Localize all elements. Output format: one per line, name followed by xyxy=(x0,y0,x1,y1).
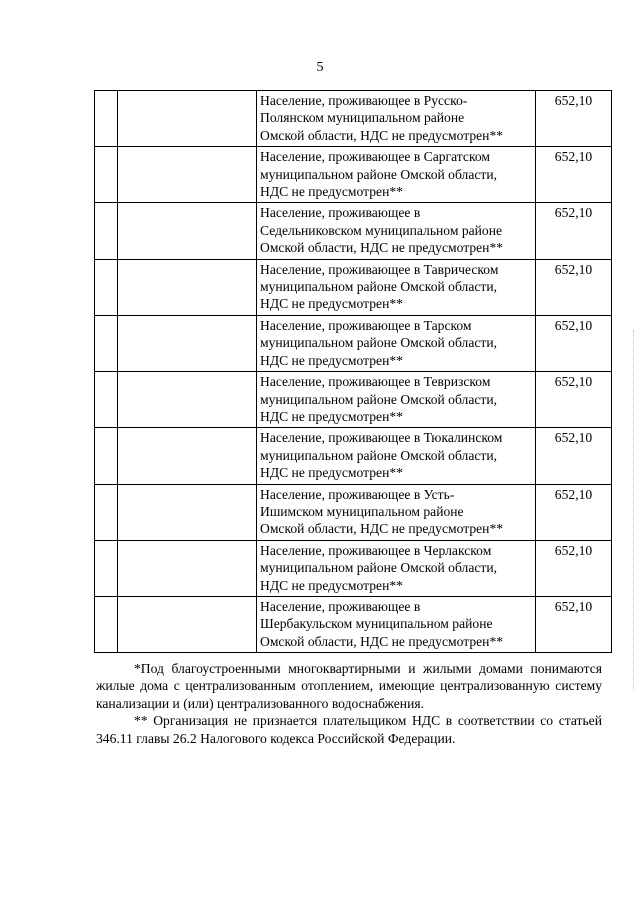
organization-cell xyxy=(118,372,257,428)
category-line: Население, проживающее в Черлакском xyxy=(260,542,492,558)
consumer-category-cell xyxy=(257,91,536,147)
organization-cell xyxy=(118,259,257,315)
tariff-value-cell: 652,10 xyxy=(536,259,612,315)
category-line: Омской области, НДС не предусмотрен** xyxy=(260,240,504,256)
tariff-value-cell: 652,10 xyxy=(536,540,612,596)
organization-cell xyxy=(118,203,257,259)
row-number-cell xyxy=(95,484,118,540)
row-number-cell xyxy=(95,259,118,315)
category-line: Население, проживающее в Тюкалинском xyxy=(260,430,503,446)
consumer-category-cell xyxy=(257,315,536,371)
consumer-category-cell xyxy=(257,372,536,428)
consumer-category-cell xyxy=(257,428,536,484)
tariff-table xyxy=(94,90,612,653)
organization-cell xyxy=(118,428,257,484)
table-row xyxy=(95,147,612,203)
tariff-value-cell: 652,10 xyxy=(536,372,612,428)
table-row xyxy=(95,259,612,315)
consumer-category-cell xyxy=(257,203,536,259)
scan-edge-artifact xyxy=(631,330,634,690)
tariff-value-cell: 652,10 xyxy=(536,315,612,371)
category-line: Население, проживающее в Тарском xyxy=(260,317,472,333)
organization-cell xyxy=(118,596,257,652)
category-line: муниципальном районе Омской области, xyxy=(260,166,498,182)
consumer-category-cell xyxy=(257,540,536,596)
category-line: НДС не предусмотрен** xyxy=(260,296,403,312)
row-number-cell xyxy=(95,428,118,484)
table-row xyxy=(95,203,612,259)
category-line: Омской области, НДС не предусмотрен** xyxy=(260,521,504,537)
category-line: муниципальном районе Омской области, xyxy=(260,335,498,351)
category-line: муниципальном районе Омской области, xyxy=(260,391,498,407)
organization-cell xyxy=(118,147,257,203)
category-line: Омской области, НДС не предусмотрен** xyxy=(260,633,504,649)
category-line: Население, проживающее в Русско- xyxy=(260,93,468,108)
row-number-cell xyxy=(95,540,118,596)
category-line: НДС не предусмотрен** xyxy=(260,352,403,368)
category-line: Население, проживающее в Усть- xyxy=(260,486,455,502)
category-line: Население, проживающее в xyxy=(260,598,421,614)
row-number-cell xyxy=(95,91,118,147)
category-line: НДС не предусмотрен** xyxy=(260,408,403,424)
table-row xyxy=(95,372,612,428)
consumer-category-cell xyxy=(257,147,536,203)
table-row xyxy=(95,315,612,371)
category-line: Население, проживающее в Таврическом xyxy=(260,261,499,277)
category-line: муниципальном районе Омской области, xyxy=(260,447,498,463)
organization-cell xyxy=(118,540,257,596)
tariff-value-cell: 652,10 xyxy=(536,428,612,484)
category-line: НДС не предусмотрен** xyxy=(260,577,403,593)
category-line: НДС не предусмотрен** xyxy=(260,465,403,481)
organization-cell xyxy=(118,315,257,371)
category-line: муниципальном районе Омской области, xyxy=(260,279,498,295)
category-line: Омской области, НДС не предусмотрен** xyxy=(260,127,504,143)
row-number-cell xyxy=(95,147,118,203)
category-line: Ишимском муниципальном районе xyxy=(260,503,464,519)
footnote-housing-definition: *Под благоустроенными многоквартирными и жилыми домами понимаются жилые дома с централизованным отоплением, имеющие централизованную систему канализации и (или) централизованного водоснабжения. xyxy=(96,661,602,711)
table-row xyxy=(95,540,612,596)
tariff-value-cell: 652,10 xyxy=(536,91,612,147)
row-number-cell xyxy=(95,372,118,428)
category-line: Население, проживающее в Саргатском xyxy=(260,149,491,165)
consumer-category-cell xyxy=(257,259,536,315)
tariff-value-cell: 652,10 xyxy=(536,484,612,540)
category-line: Население, проживающее в xyxy=(260,205,421,221)
tariff-value-cell: 652,10 xyxy=(536,203,612,259)
row-number-cell xyxy=(95,203,118,259)
tariff-value-cell: 652,10 xyxy=(536,596,612,652)
table-row xyxy=(95,428,612,484)
category-line: Седельниковском муниципальном районе xyxy=(260,222,503,238)
consumer-category-cell xyxy=(257,596,536,652)
footnote-vat-exemption: ** Организация не признается плательщиком НДС в соответствии со статьей 346.11 главы 26.2 Налогового кодекса Российской Федерации. xyxy=(96,713,602,746)
table-row xyxy=(95,91,612,147)
footnotes xyxy=(96,660,602,747)
row-number-cell xyxy=(95,315,118,371)
category-line: муниципальном районе Омской области, xyxy=(260,560,498,576)
category-line: Полянском муниципальном районе xyxy=(260,110,465,126)
organization-cell xyxy=(118,484,257,540)
category-line: Шербакульском муниципальном районе xyxy=(260,616,493,632)
category-line: НДС не предусмотрен** xyxy=(260,184,403,200)
page-number: 5 xyxy=(316,60,324,75)
consumer-category-cell xyxy=(257,484,536,540)
row-number-cell xyxy=(95,596,118,652)
table-row xyxy=(95,484,612,540)
category-line: Население, проживающее в Тевризском xyxy=(260,374,491,390)
organization-cell xyxy=(118,91,257,147)
tariff-value-cell: 652,10 xyxy=(536,147,612,203)
table-row xyxy=(95,596,612,652)
